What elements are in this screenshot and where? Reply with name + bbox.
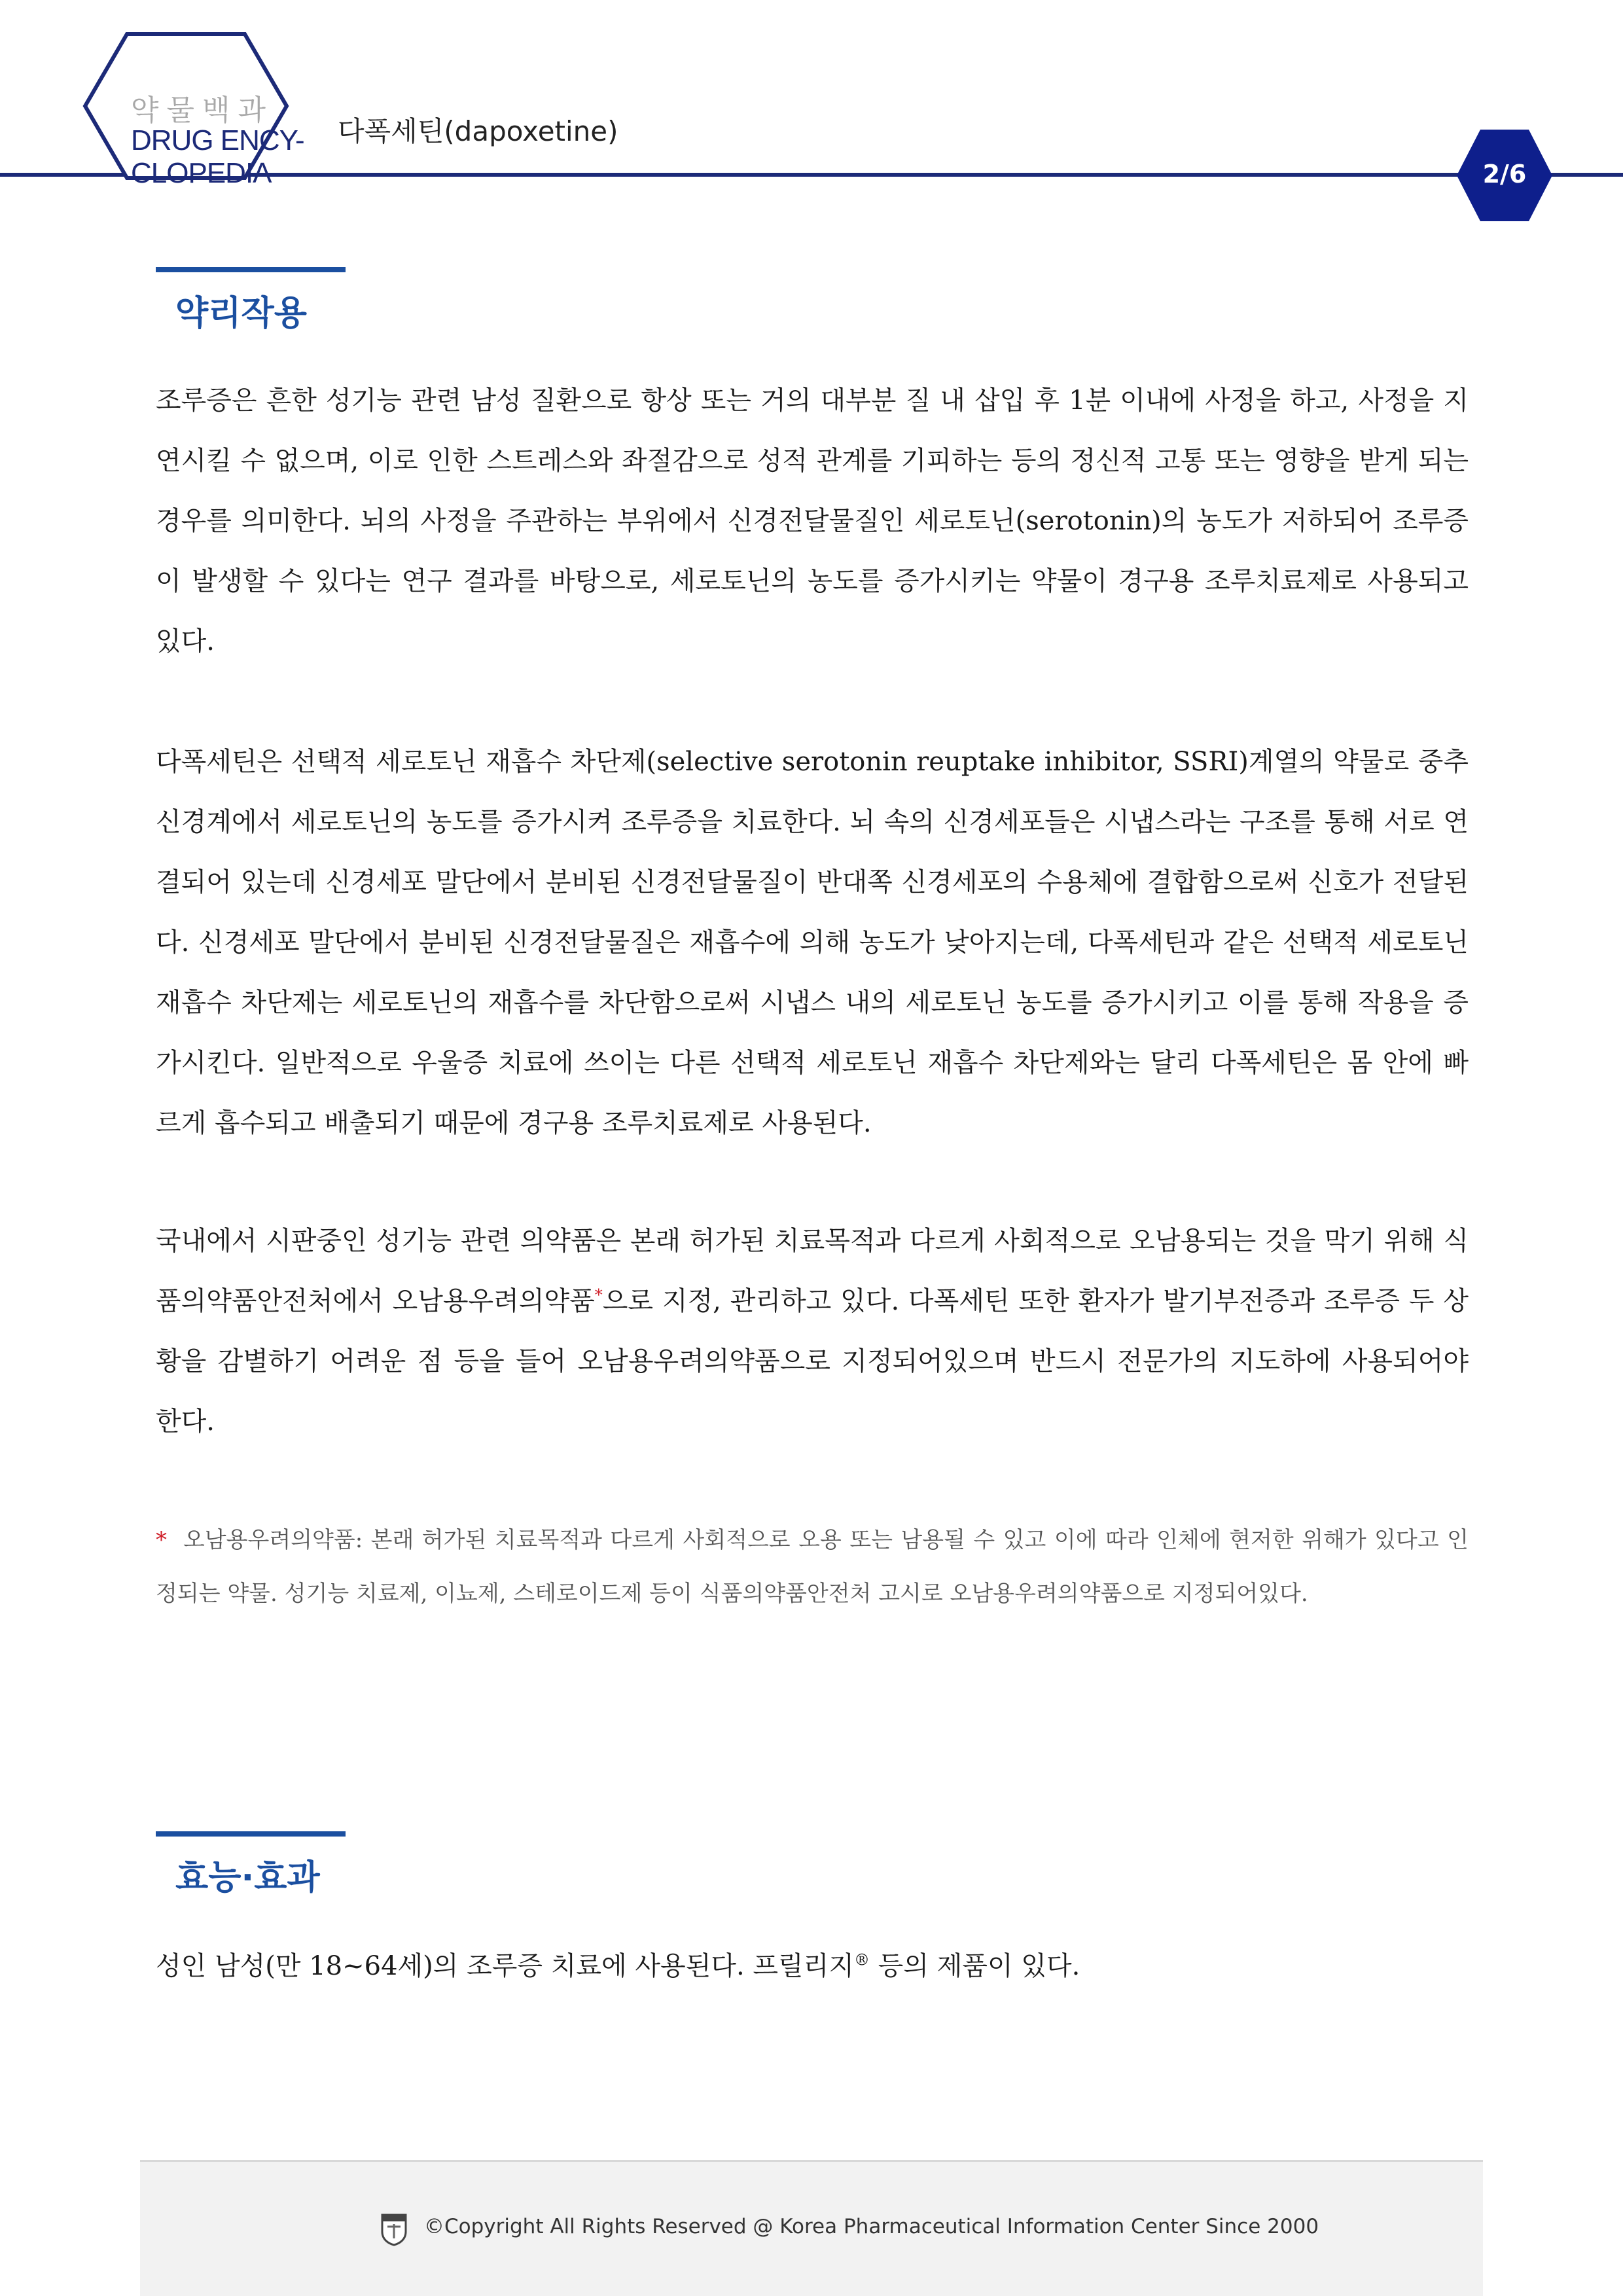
- footer-rule: [140, 2160, 1483, 2162]
- page-number: 2/6: [1482, 160, 1527, 188]
- footnote: [156, 1513, 1469, 1621]
- pharmacology-paragraph-1: 조루증은 흔한 성기능 관련 남성 질환으로 항상 또는 거의 대부분 질 내 삽입 후 1분 이내에 사정을 하고, 사정을 지연시킬 수 없으며, 이로 인한 스트레스와 좌절감으로 성적 관계를 기피하는 등의 정신적 고통 또는 영향을 받게 되는 경우를 의미한다. 뇌의 사정을 주관하는 부위에서 신경전달물질인 세로토닌(serotonin)의 농도가 저하되어 조루증이 발생할 수 있다는 연구 결과를 바탕으로, 세로토닌의 농도를 증가시키는 약물이 경구용 조루치료제로 사용되고 있다.: [156, 386, 1469, 656]
- logo-english-line-1: DRUG ENCY-: [131, 124, 304, 156]
- pharmacology-paragraph-2: 다폭세틴은 선택적 세로토닌 재흡수 차단제(selective serotonin reuptake inhibitor, SSRI)계열의 약물로 중추신경계에서 세로토닌의 농도를 증가시켜 조루증을 치료한다. 뇌 속의 신경세포들은 시냅스라는 구조를 통해 서로 연결되어 있는데 신경세포 말단에서 분비된 신경전달물질이 반대쪽 신경세포의 수용체에 결합함으로써 신호가 전달된다. 신경세포 말단에서 분비된 신경전달물질은 재흡수에 의해 농도가 낮아지는데, 다폭세틴과 같은 선택적 세로토닌 재흡수 차단제는 세로토닌의 재흡수를 차단함으로써 시냅스 내의 세로토닌 농도를 증가시키고 이를 통해 작용을 증가시킨다. 일반적으로 우울증 치료에 쓰이는 다른 선택적 세로토닌 재흡수 차단제와는 달리 다폭세틴은 몸 안에 빠르게 흡수되고 배출되기 때문에 경구용 조루치료제로 사용된다.: [156, 747, 1469, 1138]
- pharmacology-paragraph-3: [156, 1211, 1469, 1452]
- section-title-efficacy: 효능·효과: [175, 1858, 320, 1897]
- section-bar-pharmacology: [156, 267, 346, 272]
- footnote-text: 오남용우려의약품: 본래 허가된 치료목적과 다르게 사회적으로 오용 또는 남용될 수 있고 이에 따라 인체에 현저한 위해가 있다고 인정되는 약물. 성기능 치료제, 이뇨제, 스테로이드제 등이 식품의약품안전처 고시로 오남용우려의약품으로 지정되어있다.: [156, 1527, 1469, 1607]
- paragraph-3-text-b: 으로 지정, 관리하고 있다. 다폭세틴 또한 환자가 발기부전증과 조루증 두 상황을 감별하기 어려운 점 등을 들어 오남용우려의약품으로 지정되어있으며 반드시 전문가의 지도하에 사용되어야 한다.: [156, 1286, 1469, 1437]
- section-bar-efficacy: [156, 1831, 346, 1837]
- logo-korean-text: 약물백과: [131, 94, 274, 127]
- paragraph-3-text-a: 국내에서 시판중인 성기능 관련 의약품은 본래 허가된 치료목적과 다르게 사회적으로 오남용되는 것을 막기 위해 식품의약품안전처에서 오남용우려의약품: [156, 1226, 1469, 1316]
- efficacy-text-a: 성인 남성(만 18~64세)의 조루증 치료에 사용된다. 프릴리지: [156, 1951, 854, 1981]
- efficacy-paragraph: [156, 1936, 1469, 1996]
- copyright-text: ©Copyright All Rights Reserved @ Korea Pharmaceutical Information Center Since 2000: [424, 2215, 1319, 2238]
- shield-emblem-icon: [380, 2212, 408, 2246]
- logo-english-line-2: CLOPEDIA: [131, 157, 272, 189]
- document-title: 다폭세틴(dapoxetine): [338, 115, 618, 147]
- logo: [0, 26, 327, 189]
- efficacy-text-b: 등의 제품이 있다.: [869, 1951, 1080, 1981]
- registered-mark: ®: [853, 1950, 870, 1969]
- page-badge: [1455, 128, 1554, 223]
- footnote-star: *: [156, 1527, 167, 1553]
- section-title-pharmacology: 약리작용: [175, 294, 307, 333]
- footnote-marker: *: [594, 1285, 603, 1304]
